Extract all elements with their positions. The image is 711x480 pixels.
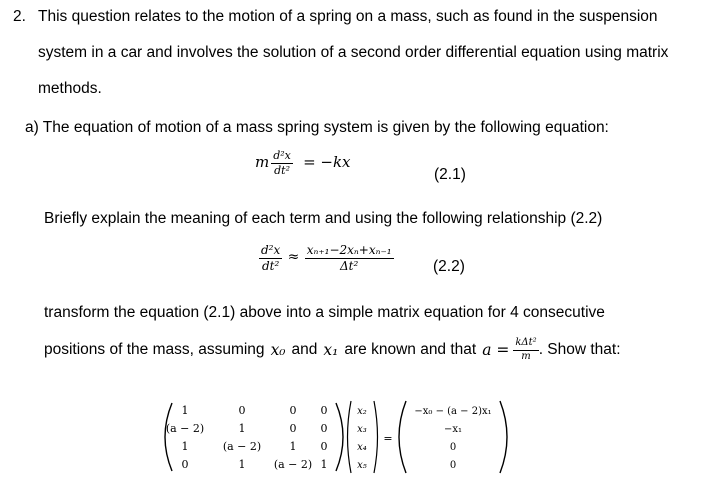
matrix-a-cell: 1 xyxy=(289,440,297,453)
vector-b-cell: −x₁ xyxy=(443,424,463,435)
matrix-a-cell: (a − 2) xyxy=(273,458,313,471)
a-denominator: m xyxy=(521,350,531,362)
eq1-denominator: dt² xyxy=(274,163,290,177)
vector-x-entries xyxy=(357,406,367,471)
eq1-numerator: d²x xyxy=(273,149,291,162)
positions-line xyxy=(44,338,621,362)
a-equals: a = xyxy=(482,341,510,359)
transform-text: transform the equation (2.1) above into a simple matrix equation for 4 consecutive xyxy=(44,304,605,321)
matrix-a-left-paren xyxy=(165,403,172,471)
eq2-lhs-denominator: dt² xyxy=(261,258,280,273)
matrix-a-cell: 1 xyxy=(181,440,189,453)
matrix-a-cell: 0 xyxy=(289,422,297,435)
and-word: and xyxy=(291,341,318,358)
eq1-mass: m xyxy=(255,153,270,172)
matrix-a-cell: 0 xyxy=(320,422,328,435)
matrix-a-cell: 1 xyxy=(238,458,246,471)
vector-x-cell: x₃ xyxy=(357,424,367,435)
vector-b-entries xyxy=(414,406,491,471)
vector-x-cell: x₂ xyxy=(357,406,367,417)
matrix-a-cell: 0 xyxy=(320,440,328,453)
question-number: 2. xyxy=(13,8,26,25)
x0-symbol: x₀ xyxy=(270,341,286,359)
a-numerator: kΔt² xyxy=(513,338,538,351)
matrix-a-right-paren xyxy=(336,403,343,471)
eq2-lhs-numerator: d²x xyxy=(261,243,281,257)
matrix-a-cell: (a − 2) xyxy=(222,440,262,453)
matrix-equation xyxy=(0,395,711,480)
eq2-rhs-numerator: xₙ₊₁−2xₙ+xₙ₋₁ xyxy=(306,243,392,257)
intro-line-1: This question relates to the motion of a spring on a mass, such as found in the suspension xyxy=(38,8,658,25)
eq2-tag: (2.2) xyxy=(433,258,465,275)
matrix-a-cell: 1 xyxy=(181,404,189,417)
intro-line-3: methods. xyxy=(38,80,102,97)
vector-b-cell: 0 xyxy=(449,460,457,471)
show-text: . Show that: xyxy=(538,341,621,358)
part-a-text: a) The equation of motion of a mass spring system is given by the following equation: xyxy=(25,119,609,136)
vector-x-right-paren xyxy=(374,401,378,473)
matrix-a-cell: 1 xyxy=(238,422,246,435)
equation-2-2 xyxy=(259,244,394,272)
vector-b-left-paren xyxy=(399,401,406,473)
known-text: are known and that xyxy=(344,341,477,358)
vector-x-cell: x₄ xyxy=(357,442,367,453)
vector-x-cell: x₅ xyxy=(357,460,367,471)
matrix-a-cell: 0 xyxy=(289,404,297,417)
vector-b-cell: 0 xyxy=(449,442,457,453)
matrix-a-cell: 0 xyxy=(181,458,189,471)
matrix-a-entries xyxy=(166,404,328,471)
eq2-rhs-denominator: Δt² xyxy=(340,258,359,273)
vector-x-left-paren xyxy=(348,401,352,473)
explain-text: Briefly explain the meaning of each term and using the following relationship (2.2) xyxy=(44,210,603,227)
eq1-rhs: = −kx xyxy=(303,153,351,172)
matrix-a-cell: 0 xyxy=(238,404,246,417)
eq2-approx: ≈ xyxy=(287,249,300,266)
vector-b-right-paren xyxy=(500,401,507,473)
intro-line-2: system in a car and involves the solution of a second order differential equation using matrix xyxy=(38,44,669,61)
positions-prefix: positions of the mass, assuming xyxy=(44,341,265,358)
matrix-a-cell: (a − 2) xyxy=(165,422,205,435)
matrix-equals-sign: = xyxy=(383,432,393,445)
x1-symbol: x₁ xyxy=(323,341,339,359)
matrix-a-cell: 0 xyxy=(320,404,328,417)
vector-b-cell: −x₀ − (a − 2)x₁ xyxy=(414,406,492,417)
equation-2-1 xyxy=(255,150,351,176)
eq1-tag: (2.1) xyxy=(434,166,466,183)
matrix-a-cell: 1 xyxy=(320,458,328,471)
